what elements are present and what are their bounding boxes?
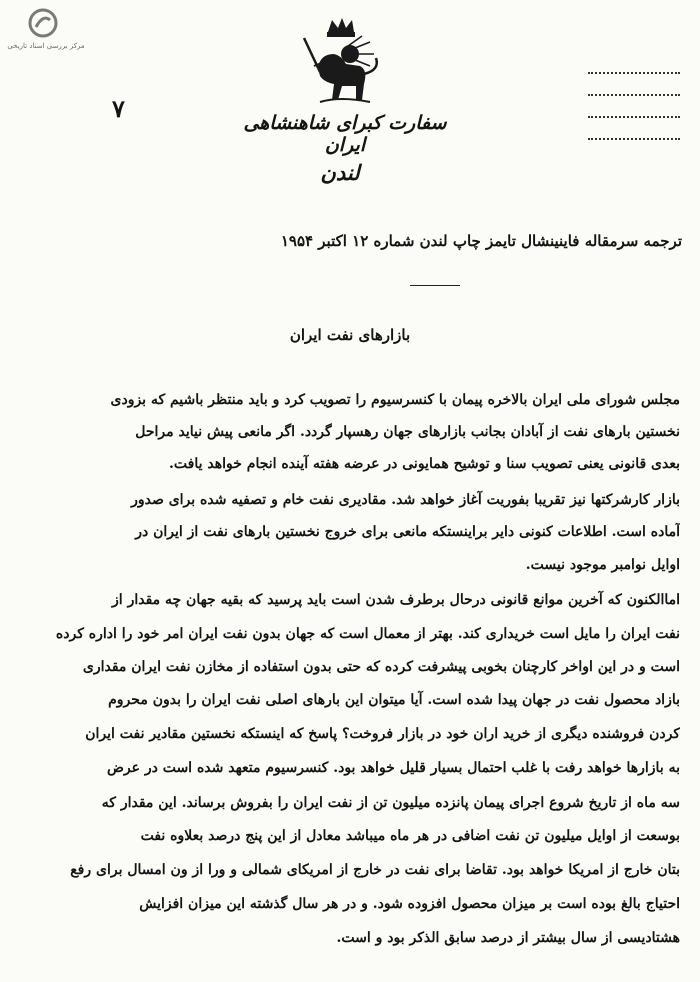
body-line: بازاد محصول نفت در جهان پیدا شده است. آیا میتوان این بارهای اصلی نفت ایران را بدون محروم: [108, 692, 680, 708]
body-line: کردن فروشنده دیگری از خرید اران خود در بازار فروخت؟ پاسخ که اینستکه نخستین مقادیر نفت ایران: [85, 726, 680, 742]
body-line: بتان خارج از امریکا خواهد بود. تقاضا برای نفت در خارج از امریکای شمالی و ورا از ون امسال برای رفع: [70, 862, 680, 878]
lion-and-sun-emblem-icon: [290, 10, 390, 110]
body-line: است و در این اواخر کارچنان بخوبی پیشرفت کرده که حتی بدون استفاده از مخازن نفت ایران مقداری: [82, 659, 680, 675]
body-line: اماالکنون که آخرین موانع قانونی درحال برطرف شدن است باید پرسید که بقیه جهان چه مقدار از: [112, 592, 680, 608]
body-line: بازار کارشرکتها نیز تقریبا بفوریت آغاز خواهد شد. مقادیری نفت خام و تصفیه شده برای صدور: [131, 492, 680, 508]
archive-watermark: [6, 8, 86, 64]
body-line: نخستین بارهای نفت از آبادان بجانب بازارهای جهان رهسپار گردد. اگر مانعی پیش نیاید مراحل: [135, 424, 680, 440]
body-line: سه ماه از تاریخ شروع اجرای پیمان پانزده میلیون تن از نفت ایران را بفروش برساند. این مقدار که: [101, 795, 680, 811]
document-heading: ترجمه سرمقاله فاینینشال تایمز چاپ لندن شماره ۱۲ اکتبر ۱۹۵۴: [280, 232, 682, 250]
body-line: مجلس شورای ملی ایران بالاخره پیمان با کنسرسیوم را تصویب کرد و باید منتظر باشیم که بزودی: [110, 392, 680, 408]
reference-dotted-line: [588, 138, 680, 140]
body-line: اوایل نوامبر موجود نیست.: [525, 557, 680, 573]
article-title: بازارهای نفت ایران: [289, 326, 411, 344]
reference-dotted-line: [588, 72, 680, 74]
body-line: هشتادیسی از سال بیشتر از درصد سابق الذکر بود و است.: [336, 930, 680, 946]
archive-name: مرکز بررسی اسناد تاریخی: [7, 42, 85, 50]
reference-dotted-line: [588, 94, 680, 96]
body-line: نفت ایران را مایل است خریداری کند. بهتر از معمال است که جهان بدون نفت ایران امر خود را اداره کرده: [55, 626, 680, 642]
archive-logo-icon: [28, 8, 58, 38]
reference-dotted-line: [588, 116, 680, 118]
body-line: احتیاج بالغ بوده است بر میزان محصول افزوده شود. و در هر سال گذشته این میزان افزایش: [139, 896, 680, 912]
embassy-title: سفارت کبرای شاهنشاهی ایران: [243, 112, 447, 156]
body-line: آماده است. اطلاعات کنونی دایر براینستکه مانعی برای خروج نخستین بارهای نفت از ایران در: [135, 524, 680, 540]
body-line: بعدی قانونی یعنی تصویب سنا و توشیح همایونی در عرضه هفته آینده انجام خواهد یافت.: [169, 456, 680, 472]
margin-mark: ۷: [112, 94, 125, 123]
body-line: به بازارها خواهد رفت با غلب احتمال بسیار قلیل خواهد بود. کنسرسیوم متعهد شده است در عرض: [106, 760, 680, 776]
heading-underline: [410, 285, 460, 286]
body-line: بوسعت از اوایل میلیون تن نفت اضافی در هر ماه میباشد معادل از این پنج درصد بعلاوه نفت: [140, 828, 680, 844]
embassy-city: لندن: [320, 160, 360, 185]
